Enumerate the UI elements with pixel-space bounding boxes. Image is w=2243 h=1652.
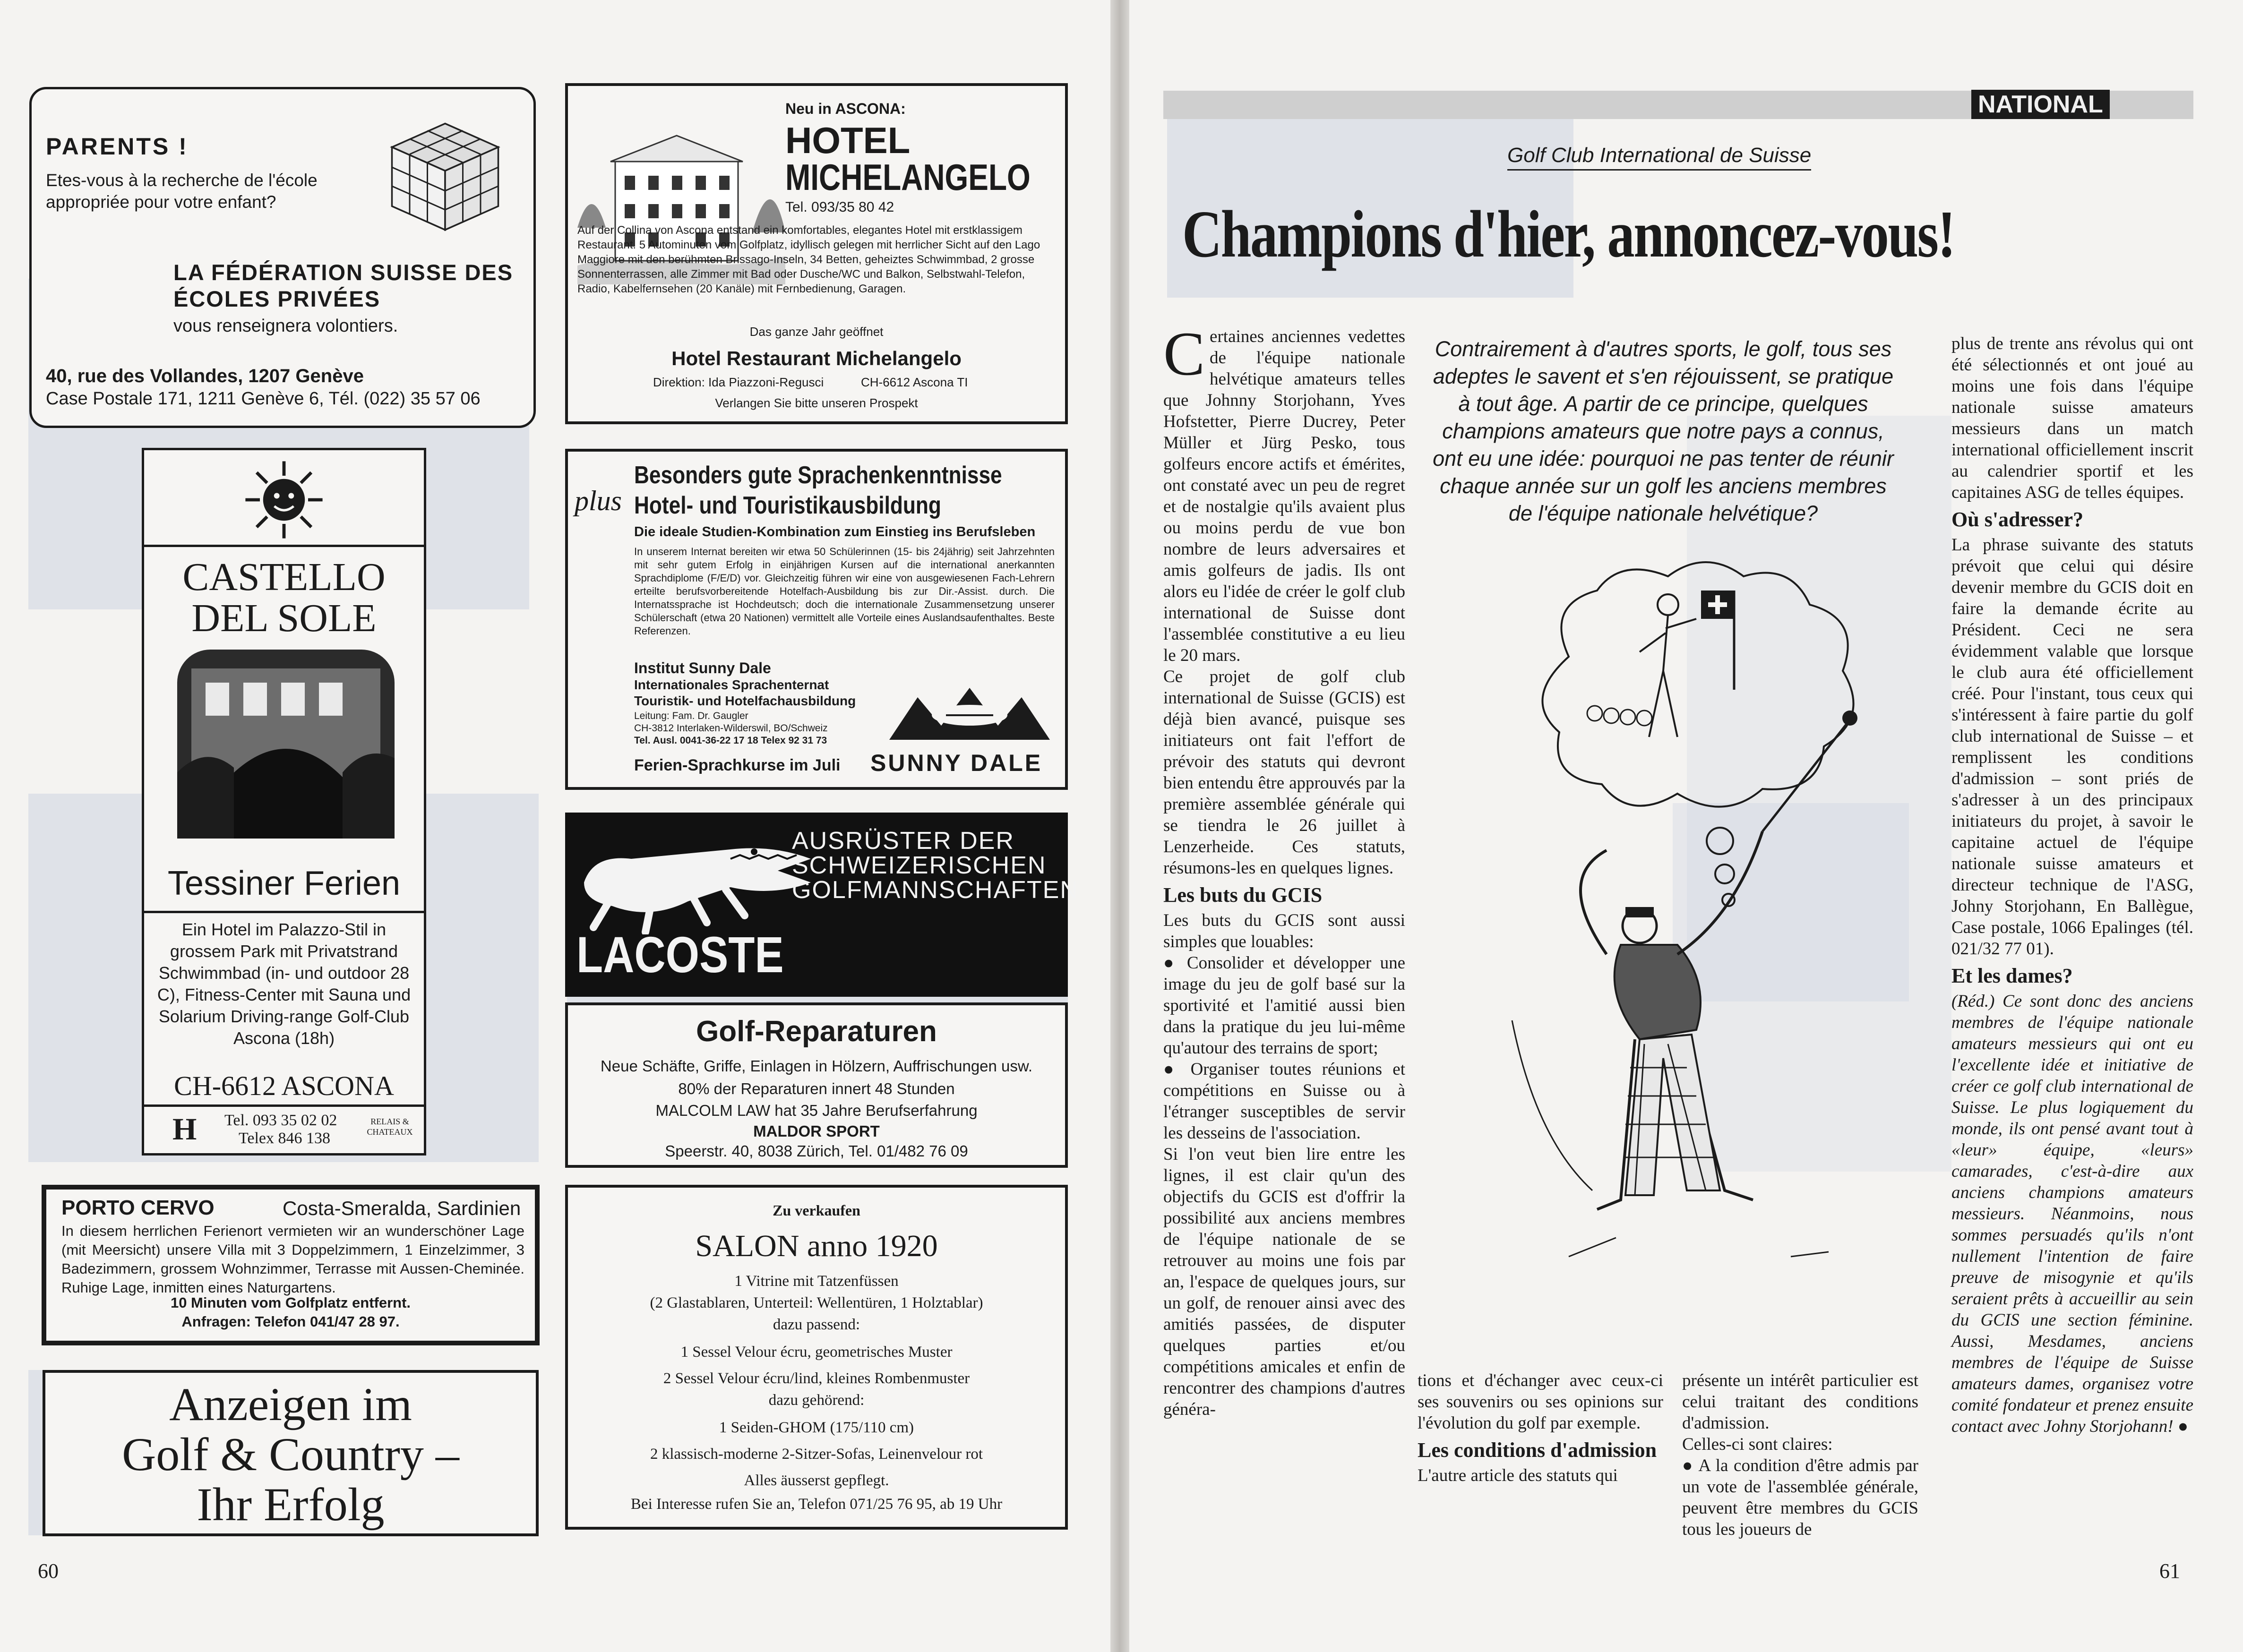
rubiks-cube-icon: [386, 118, 504, 236]
castello-body: Ein Hotel im Palazzo-Stil in grossem Park mit Privatstrand Schwimmbad (in- und outdoor 28 C), Fitness-Center mit Sauna und Solarium Driving-range Golf-Club Ascona (18h): [157, 920, 411, 1048]
michelangelo-name: MICHELANGELO: [785, 156, 1031, 198]
michelangelo-direktion: Direktion: Ida Piazzoni-Regusci: [653, 375, 824, 389]
ad-porto-cervo: [42, 1185, 540, 1345]
sunnydale-body: In unserem Internat bereiten wir etwa 50 Schülerinnen (15- bis 24jährig) seit Jahrzehnten mit sehr gutem Erfolg in einjährigen Kursen auf die international anerkannten Sprachdiplome (F/E/D) vor. Gleichzeitig führen wir eine von ausgewiesenen Fach-Lehrern erteilte berufsvorbereitende Hotelfach-Ausbildung bis zur Dir.-Assist. durch. Die Internatssprache ist Hochdeutsch; doch die internationale Zusammensetzung unserer Schülerschaft (etwa 20 Nationen) vermittelt alle Vorteile eines Auslandsaufenthaltes. Beste Referenzen.: [634, 546, 1055, 637]
article-column-3: [1682, 1370, 1918, 1540]
plus-logo: plus: [575, 485, 622, 516]
castello-name-line2: DEL SOLE: [191, 596, 377, 640]
porto-place: Costa-Smeralda, Sardinien: [283, 1197, 521, 1219]
federation-address: 40, rue des Vollandes, 1207 Genève: [46, 366, 364, 386]
castello-subtitle: Tessiner Ferien: [167, 865, 401, 902]
relais-chateaux-logo: RELAIS & CHATEAUX: [367, 1117, 413, 1137]
ad-anzeigen: [43, 1370, 539, 1536]
book-gutter: [1110, 0, 1129, 1652]
sunny-dale-logo-icon: [889, 678, 1050, 740]
subheading: Où s'adresser?: [1951, 508, 2084, 531]
reparaturen-line1: Neue Schäfte, Griffe, Einlagen in Hölzern, Auffrischungen usw.: [600, 1057, 1033, 1075]
sunnydale-ferien: Ferien-Sprachkurse im Juli: [634, 756, 841, 774]
federation-info: vous renseignera volontiers.: [173, 316, 398, 336]
castello-city: CH-6612 ASCONA: [174, 1070, 394, 1101]
article-column-1: [1163, 319, 1405, 1420]
drop-cap: C: [1163, 319, 1205, 388]
lacoste-line2: SCHWEIZERISCHEN: [792, 852, 1047, 879]
paragraph: tions et d'échanger avec ceux-ci ses souvenirs ou ses opinions sur l'évolution du golf par exemple.: [1418, 1371, 1663, 1433]
section-label: NATIONAL: [1971, 90, 2110, 119]
anzeigen-line3: Ihr Erfolg: [197, 1478, 385, 1531]
sunnydale-title1: Besonders gute Sprachenkenntnisse: [634, 462, 1002, 489]
michelangelo-tel: Tel. 093/35 80 42: [785, 199, 894, 215]
lacoste-brand: LACOSTE: [576, 926, 784, 983]
michelangelo-city: CH-6612 Ascona TI: [861, 375, 968, 389]
castello-rule-bottom: [144, 1104, 424, 1107]
castello-rule-top: [144, 545, 424, 547]
michelangelo-prospekt: Verlangen Sie bitte unseren Prospekt: [715, 396, 918, 410]
salon-item: Alles äusserst gepflegt.: [744, 1472, 889, 1489]
michelangelo-open: Das ganze Jahr geöffnet: [749, 325, 884, 339]
michelangelo-restaurant: Hotel Restaurant Michelangelo: [671, 347, 962, 369]
article-lead: Contrairement à d'autres sports, le golf, tous ses adeptes le savent et s'en réjouissent, se pratique à tout âge. A partir de ce principe, quelques champions amateurs que notre pays a connus, ont eu une idée: pourquoi ne pas tenter de réunir chaque année sur un golf les anciens membres de l'équipe nationale helvétique?: [1433, 337, 1894, 525]
salon-item: Bei Interesse rufen Sie an, Telefon 071/25 76 95, ab 19 Uhr: [630, 1496, 1003, 1513]
reparaturen-address: Speerstr. 40, 8038 Zürich, Tel. 01/482 76 09: [665, 1142, 968, 1160]
page-number-left: 60: [38, 1559, 59, 1583]
ad-lacoste: [565, 813, 1079, 997]
salon-item: 2 Sessel Velour écru/lind, kleines Rombenmuster: [663, 1370, 970, 1387]
porto-title: PORTO CERVO: [61, 1196, 215, 1219]
paragraph: Celles-ci sont claires:: [1682, 1435, 1833, 1454]
crocodile-logo-icon: [575, 826, 820, 934]
sun-logo-icon: [244, 460, 324, 540]
anzeigen-line1: Anzeigen im: [169, 1378, 412, 1430]
article-kicker: Golf Club International de Suisse: [1507, 144, 1811, 171]
ad-castello-del-sole: [142, 448, 426, 1156]
michelangelo-hotel: HOTEL: [785, 120, 911, 161]
subheading: Les conditions d'admission: [1418, 1438, 1657, 1462]
sunnydale-subtitle: Die ideale Studien-Kombination zum Einstieg ins Berufsleben: [634, 524, 1036, 539]
paragraph: Si l'on veut bien lire entre les lignes, il est clair qu'un des objectifs du GCIS est d'offrir la possibilité aux anciens membres de l'équipe nationale de se retrouver au moins une fois par an, l'espace de quelques jours, sur un golf, de renouer ainsi avec des amitiés passées, de disputer quelques parties et/ou compétitions amicales et enfin de rencontrer des champions d'autres généra-: [1163, 1145, 1405, 1419]
right-page: [1129, 0, 2243, 1652]
paragraph: plus de trente ans révolus qui ont été sélectionnés et ont joué au moins une fois dans l'équipe nationale suisse amateurs messieurs dans un match international officiellement inscrit au calendrier sportif et les capitaines ASG de telles équipes.: [1951, 334, 2193, 502]
salon-item: dazu gehörend:: [768, 1392, 865, 1409]
ad-parents: [29, 87, 536, 428]
paragraph: La phrase suivante des statuts prévoit que celui qui désire devenir membre du GCIS doit en faire la demande écrite au Président. Ceci ne sera évidemment valable que lorsque le club aura été officiellement créé. Pour l'instant, tous ceux qui s'intéressent à faire partie du golf club international de Suisse – et remplissent les conditions d'admission – sont priés de s'adresser à un des principaux initiateurs du projet, à savoir le capitaine actuel de l'équipe nationale suisse amateurs et directeur technique de l'ASG, Johny Storjohann, En Ballègue, Case postale, 1066 Epalinges (tél. 021/32 77 01).: [1951, 535, 2193, 959]
golfer-cartoon-illustration: [1498, 548, 1914, 1327]
salon-item: dazu passend:: [773, 1316, 860, 1333]
castello-tel: Tel. 093 35 02 02: [224, 1112, 337, 1129]
federation-name: LA FÉDÉRATION SUISSE DES ÉCOLES PRIVÉES: [173, 260, 514, 311]
reparaturen-line2: 80% der Reparaturen innert 48 Stunden: [678, 1080, 955, 1097]
bullet-item: ● Consolider et développer une image du jeu de golf basé sur la sportivité et l'amitié aussi bien dans la pratique du jeu lui-même qu'autour des terrains de sport;: [1163, 953, 1405, 1058]
porto-body: In diesem herrlichen Ferienort vermieten wir an wunderschöner Lage (mit Meersicht) unsere Villa mit 3 Doppelzimmern, 1 Einzelzimmer, 3 Badezimmern, grossem Wohnzimmer, Terrasse mit Aussen-Cheminée. Ruhige Lage, inmitten eines Naturgartens.: [61, 1223, 524, 1296]
reparaturen-line3: MALCOLM LAW hat 35 Jahre Berufserfahrung: [655, 1102, 978, 1119]
reparaturen-company: MALDOR SPORT: [753, 1122, 880, 1140]
lacoste-line1: AUSRÜSTER DER: [792, 827, 1014, 855]
parents-question: Etes-vous à la recherche de l'école appropriée pour votre enfant?: [46, 171, 318, 212]
castello-photo: [177, 650, 395, 839]
michelangelo-body: Auf der Collina von Ascona entstand ein komfortables, elegantes Hotel mit erstklassigem Restaurant. 5 Autominuten vom Golfplatz, idyllisch gelegen mit herrlicher Sicht auf den Lago Maggiore mit den berühmten Brissago-Inseln, 34 Betten, geheiztes Schwimmbad, 2 grosse Sonnenterrassen, alle Zimmer mit Bad oder Dusche/WC und Balkon, Selbstwahl-Telefon, Radio, Kabelfernsehen (20 Kanäle) mit Fernbedienung, Garagen.: [577, 224, 1040, 295]
paragraph-text: ertaines anciennes vedettes de l'équipe nationale helvétique amateurs telles que Johnny Storjohann, Yves Hofstetter, Pierre Ducrey, Peter Müller et Jürg Pesko, tous golfeurs encore actifs et émérites, ont constaté avec un peu de regret et de nostalgie qu'ils avaient plus ou moins perdu de vue bon nombre de leurs adversaires et amis golfeurs de jadis. Ils ont alors eu l'idée de créer le golf club international de Suisse dont l'assemblée constitutive a eu lieu le 20 mars.: [1163, 327, 1405, 665]
salon-title: SALON anno 1920: [695, 1229, 938, 1263]
salon-item: 1 Seiden-GHOM (175/110 cm): [719, 1419, 914, 1436]
ad-hotel-michelangelo: [565, 83, 1068, 424]
porto-bold1: 10 Minuten vom Golfplatz entfernt.: [170, 1294, 411, 1311]
paragraph: (Réd.) Ce sont donc des anciens membres de l'équipe nationale amateurs messieurs qui ont eu l'excellente idée et initiative de créer ce golf club international de Suisse. Le plus logiquement du monde, ils ont pensé avant tout à «leur» équipe, «leurs» camarades, c'est-à-dire aux anciens champions amateurs messieurs. Néanmoins, nous sommes persuadés qu'ils n'ont nullement l'intention de faire preuve de misogynie et qu'ils seraient prêts à accueillir au sein du GCIS une section féminine. Aussi, Mesdames, anciens membres de l'équipe de Suisse amateurs dames, organisez votre comité fondateur et prenez ensuite contact avec Johny Storjohann! ●: [1951, 992, 2193, 1436]
left-page: [0, 0, 1110, 1652]
sunnydale-title2: Hotel- und Touristikausbildung: [634, 492, 941, 519]
parents-heading: PARENTS !: [46, 133, 189, 160]
sunnydale-inst3: Touristik- und Hotelfachausbildung: [634, 693, 856, 708]
paragraph: Les buts du GCIS sont aussi simples que louables:: [1163, 911, 1405, 951]
article-headline: Champions d'hier, annoncez-vous!: [1182, 197, 1955, 271]
subheading: Les buts du GCIS: [1163, 883, 1323, 907]
sunnydale-inst1: Institut Sunny Dale: [634, 659, 771, 676]
paragraph: présente un intérêt particulier est celui traitant des conditions d'admission.: [1682, 1371, 1918, 1433]
paragraph: [1163, 319, 1405, 666]
sunnydale-inst2: Internationales Sprachenternat: [634, 677, 829, 692]
article-column-2: [1418, 1370, 1663, 1486]
salon-header: Zu verkaufen: [773, 1202, 860, 1219]
reparaturen-title: Golf-Reparaturen: [696, 1015, 937, 1048]
salon-item: 1 Vitrine mit Tatzenfüssen: [734, 1273, 899, 1290]
page-number-right: 61: [2159, 1559, 2180, 1583]
michelangelo-neu: Neu in ASCONA:: [785, 100, 906, 117]
federation-postal: Case Postale 171, 1211 Genève 6, Tél. (022) 35 57 06: [46, 389, 481, 409]
salon-item: 2 klassisch-moderne 2-Sitzer-Sofas, Leinenvelour rot: [650, 1446, 983, 1463]
sunnydale-brand: SUNNY DALE: [870, 750, 1043, 776]
ad-sunny-dale: [565, 449, 1068, 790]
subheading: Et les dames?: [1951, 964, 2073, 987]
bullet-item: ● Organiser toutes réunions et compétitions en Suisse ou à l'étranger susceptibles de servir les desseins de l'association.: [1163, 1060, 1405, 1143]
paragraph: Ce projet de golf club international de Suisse (GCIS) est déjà bien avancé, puisque ses initiateurs ont fait l'effort de prévoir des statuts qui devront bien entendu être approuvés par la première assemblée générale qui se tiendra le 26 juillet à Lenzerheide. Ces statuts, résumons-les en quelques lignes.: [1163, 667, 1405, 878]
salon-item: 1 Sessel Velour écru, geometrisches Muster: [680, 1344, 953, 1361]
sunnydale-leitung: Leitung: Fam. Dr. Gaugler: [634, 710, 748, 721]
castello-monogram-icon: H: [172, 1112, 197, 1147]
article-column-4: [1951, 333, 2193, 1437]
castello-telex: Telex 846 138: [239, 1130, 331, 1147]
castello-rule-mid: [144, 911, 424, 913]
castello-name-line1: CASTELLO: [182, 555, 386, 599]
paragraph: L'autre article des statuts qui: [1418, 1466, 1618, 1485]
lacoste-line3: GOLFMANNSCHAFTEN: [792, 876, 1079, 904]
sunnydale-tel: Tel. Ausl. 0041-36-22 17 18 Telex 92 31 73: [634, 735, 827, 746]
porto-bold2: Anfragen: Telefon 041/47 28 97.: [181, 1313, 400, 1330]
ad-golf-reparaturen: [565, 1002, 1068, 1168]
sunnydale-address: CH-3812 Interlaken-Wilderswil, BO/Schweiz: [634, 723, 828, 734]
salon-item: (2 Glastablaren, Unterteil: Wellentüren, 1 Holztablar): [650, 1294, 983, 1311]
ad-salon-anno-1920: [565, 1185, 1068, 1530]
anzeigen-line2: Golf & Country –: [122, 1428, 459, 1481]
bullet-item: ● A la condition d'être admis par un vote de l'assemblée générale, peuvent être membres du GCIS tous les joueurs de: [1682, 1456, 1918, 1539]
